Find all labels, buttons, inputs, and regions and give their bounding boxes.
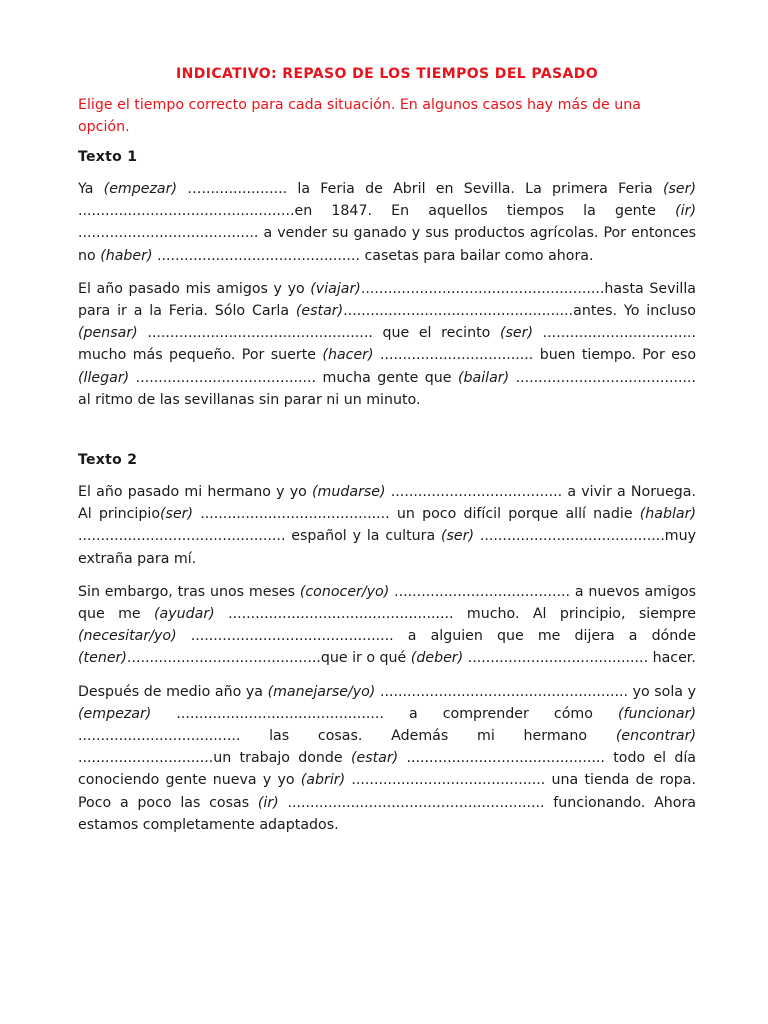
paragraph-text: .............................................. a comprender cómo <box>151 705 618 722</box>
verb-prompt: (ser) <box>500 325 534 342</box>
verb-prompt: (hacer) <box>322 347 374 364</box>
paragraph-text: …................... la Feria de Abril en Sevilla. La primera Feria <box>177 181 663 197</box>
section-heading: Texto 1 <box>78 149 138 165</box>
verb-prompt: (ser) <box>160 506 194 523</box>
paragraph-text: ..............................un trabajo donde <box>78 750 351 767</box>
verb-prompt: (ir) <box>675 203 696 220</box>
paragraph-text: ...........................................que ir o qué <box>126 650 411 667</box>
paragraph-text: .............................................. español y la cultura <box>78 528 441 545</box>
worksheet-page <box>78 66 696 847</box>
verb-prompt: (empezar) <box>78 705 152 722</box>
exercise-paragraph <box>78 681 696 836</box>
paragraph-text: ........................................ al ritmo de las sevillanas sin parar ni un minuto. <box>78 369 697 408</box>
paragraph-text: .......................................... un poco difícil porque allí nadie <box>193 506 640 523</box>
paragraph-text: .................................................. que el recinto <box>137 325 500 342</box>
paragraph-text: ................................................en 1847. En aquellos tiempos la gente <box>78 203 676 220</box>
paragraph-text: Ya <box>78 181 104 197</box>
paragraph-text: ....................................................... yo sola y <box>375 683 696 700</box>
exercise-sections <box>78 149 696 836</box>
verb-prompt: (llegar) <box>78 369 130 386</box>
verb-prompt: (pensar) <box>78 325 138 342</box>
verb-prompt: (mudarse) <box>312 484 386 501</box>
paragraph-text: ........................................ mucha gente que <box>129 369 458 386</box>
paragraph-text: .................................... las cosas. Además mi hermano <box>78 728 616 745</box>
paragraph-text: Después de medio año ya <box>78 683 268 700</box>
verb-prompt: (bailar) <box>457 369 510 386</box>
exercise-paragraph <box>78 481 696 570</box>
verb-prompt: (ayudar) <box>154 606 215 623</box>
paragraph-text: ........................................... una tienda de ropa. Poco a poco las cosas <box>78 772 696 811</box>
verb-prompt: (abrir) <box>300 772 346 789</box>
exercise-paragraph <box>78 278 696 411</box>
exercise-paragraph <box>78 178 696 267</box>
paragraph-text: Sin embargo, tras unos meses <box>78 583 300 600</box>
verb-prompt: (necesitar/yo) <box>78 628 177 645</box>
paragraph-text: ............................................ todo el día conociendo gente nueva y yo <box>78 750 696 789</box>
paragraph-text: ...................................... a vivir a Noruega. Al principio <box>78 484 696 523</box>
verb-prompt: (ir) <box>257 794 279 811</box>
paragraph-text: El año pasado mi hermano y yo <box>78 484 313 501</box>
verb-prompt: (tener) <box>78 650 127 667</box>
paragraph-text: .................................................. mucho. Al principio, siempre <box>214 606 696 623</box>
verb-prompt: (estar) <box>350 750 399 767</box>
section-spacer <box>78 422 696 452</box>
verb-prompt: (viajar) <box>310 280 361 297</box>
verb-prompt: (manejarse/yo) <box>267 683 376 700</box>
verb-prompt: (haber) <box>100 247 153 264</box>
paragraph-text: ........................................ a vender su ganado y sus productos agrícolas. Por entonces no <box>78 225 696 264</box>
paragraph-text: .........................................muy extraña para mí. <box>78 528 696 567</box>
verb-prompt: (hablar) <box>639 506 696 523</box>
paragraph-text: ......................................................... funcionando. Ahora estamos completamente adaptados. <box>78 794 696 833</box>
verb-prompt: (deber) <box>410 650 464 667</box>
paragraph-text: ........................................ hacer. <box>463 650 696 667</box>
exercise-paragraph <box>78 581 696 670</box>
page-title: INDICATIVO: REPASO DE LOS TIEMPOS DEL PASADO <box>175 66 599 82</box>
verb-prompt: (encontrar) <box>615 728 696 745</box>
paragraph-text: ......................................................hasta Sevilla para ir a la Feria. Sólo Carla <box>78 280 696 320</box>
paragraph-text: ...................................................antes. Yo incluso <box>343 303 696 320</box>
paragraph-text: ............................................. casetas para bailar como ahora. <box>152 247 594 264</box>
verb-prompt: (funcionar) <box>618 705 696 722</box>
paragraph-text: .................................. buen tiempo. Por eso <box>373 347 696 364</box>
paragraph-text: ............................................. a alguien que me dijera a dónde <box>176 628 696 645</box>
instructions-text: Elige el tiempo correcto para cada situación. En algunos casos hay más de una opción. <box>78 97 641 135</box>
verb-prompt: (empezar) <box>103 181 177 197</box>
verb-prompt: (ser) <box>441 528 475 545</box>
section-heading: Texto 2 <box>78 452 138 469</box>
verb-prompt: (ser) <box>662 181 697 197</box>
paragraph-text: .................................. mucho más pequeño. Por suerte <box>78 325 696 364</box>
verb-prompt: (estar) <box>295 303 344 320</box>
verb-prompt: (conocer/yo) <box>299 583 390 600</box>
paragraph-text: ....................................... a nuevos amigos que me <box>78 583 696 623</box>
paragraph-text: El año pasado mis amigos y yo <box>78 280 311 297</box>
